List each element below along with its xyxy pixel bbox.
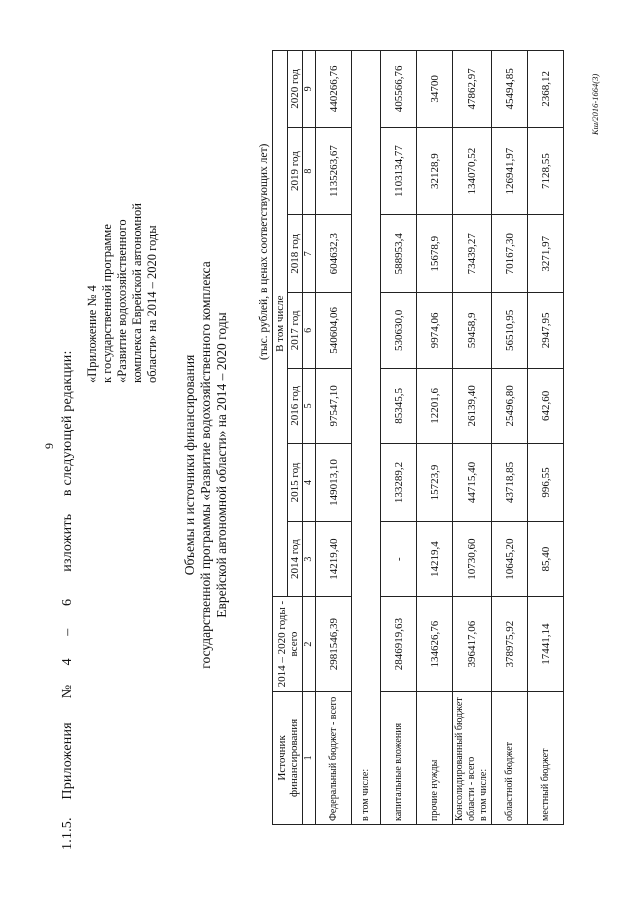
cell-value: 32128,9 (417, 127, 453, 215)
cell-total: 134626,76 (417, 597, 453, 691)
cell-value: 3271,97 (528, 215, 564, 293)
title-line: государственной программы «Развитие водохозяйственного комплекса (198, 261, 213, 669)
cell-total: 2981546,39 (316, 597, 352, 691)
appendix-line: «Приложение № 4 (85, 285, 99, 383)
column-index: 3 (303, 521, 316, 597)
cell-value: 133289,2 (381, 444, 417, 522)
column-index: 2 (303, 597, 316, 691)
appendix-line: комплекса Еврейской автономной (130, 203, 144, 383)
appendix-note (85, 203, 160, 383)
column-index: 7 (303, 215, 316, 293)
clause-verb: изложить (60, 513, 75, 572)
column-index: 4 (303, 444, 316, 522)
cell-value: 45494,85 (492, 51, 528, 128)
cell-value: 12201,6 (417, 368, 453, 444)
cell-value: 56510,95 (492, 293, 528, 369)
cell-value: 97547,10 (316, 368, 352, 444)
table-row (417, 51, 453, 825)
cell-value: 540604,06 (316, 293, 352, 369)
appendix-line: к государственной программе (100, 224, 114, 383)
cell-total: 17441,14 (528, 597, 564, 691)
cell-value: 70167,30 (492, 215, 528, 293)
row-label: областной бюджет (492, 691, 528, 824)
cell-total: 396417,06 (453, 597, 492, 691)
title-line: Еврейской автономной области» на 2014 – 2020 годы (214, 312, 229, 618)
header-year: 2016 год (288, 368, 303, 444)
cell-value: 85,40 (528, 521, 564, 597)
units-note: (тыс. рублей, в ценах соответствующих лет) (258, 143, 270, 360)
table-row (316, 51, 352, 825)
cell-value: 405566,76 (381, 51, 417, 128)
row-label-group (453, 691, 492, 824)
table-row (492, 51, 528, 825)
cell-value: 34700 (417, 51, 453, 128)
row-label: прочие нужды (417, 691, 453, 824)
header-year: 2020 год (288, 51, 303, 128)
document-title (182, 145, 230, 785)
table-row (381, 51, 417, 825)
cell-value: 10730,60 (453, 521, 492, 597)
column-index: 9 (303, 51, 316, 128)
cell-value: - (381, 521, 417, 597)
column-index: 1 (303, 691, 316, 824)
cell-value: 44715,40 (453, 444, 492, 522)
appendix-from: 4 (60, 658, 75, 666)
cell-value: 85345,5 (381, 368, 417, 444)
row-label: Консолидированный бюджет области - всего (454, 697, 477, 821)
appendix-line: «Развитие водохозяйственного (115, 219, 129, 383)
cell-value: 440266,76 (316, 51, 352, 128)
cell-value: 14219,4 (417, 521, 453, 597)
cell-value: 642,60 (528, 368, 564, 444)
cell-value: 43718,85 (492, 444, 528, 522)
table-row (528, 51, 564, 825)
cell-value: 1103134,77 (381, 127, 417, 215)
header-total: 2014 – 2020 годы - всего (273, 597, 303, 691)
column-index: 8 (303, 127, 316, 215)
cell-value: 149013,10 (316, 444, 352, 522)
clause-number: 1.1.5. (60, 817, 75, 850)
cell-value: 7128,55 (528, 127, 564, 215)
appendix-line: области» на 2014 – 2020 годы (145, 225, 159, 383)
table-row (352, 51, 381, 825)
header-year: 2019 год (288, 127, 303, 215)
row-sublabel: в том числе: (478, 768, 489, 821)
cell-value: 2947,95 (528, 293, 564, 369)
header-source: Источник финансирования (273, 691, 303, 824)
cell-value: 126941,97 (492, 127, 528, 215)
cell-value: 996,55 (528, 444, 564, 522)
page-number: 9 (42, 443, 56, 449)
header-year: 2015 год (288, 444, 303, 522)
cell-value: 2368,12 (528, 51, 564, 128)
row-label: Федеральный бюджет - всего (316, 691, 352, 824)
cell-value: 15678,9 (417, 215, 453, 293)
appendix-to: 6 (60, 598, 75, 607)
clause-word: Приложения (60, 722, 75, 800)
cell-value: 25496,80 (492, 368, 528, 444)
funding-table (272, 50, 564, 825)
number-sign: № (60, 684, 75, 699)
cell-value: 1135263,67 (316, 127, 352, 215)
cell-value: 530630,0 (381, 293, 417, 369)
clause-heading (60, 350, 76, 850)
column-index: 6 (303, 293, 316, 369)
header-year: 2017 год (288, 293, 303, 369)
cell-value: 588953,4 (381, 215, 417, 293)
cell-total: 2846919,63 (381, 597, 417, 691)
cell-value: 10645,20 (492, 521, 528, 597)
cell-value: 47862,97 (453, 51, 492, 128)
cell-value: 59458,9 (453, 293, 492, 369)
column-index: 5 (303, 368, 316, 444)
clause-rest: в следующей редакции: (60, 350, 75, 497)
cell-value: 604632,3 (316, 215, 352, 293)
header-year: 2014 год (288, 521, 303, 597)
header-year: 2018 год (288, 215, 303, 293)
column-index-row (303, 51, 316, 825)
row-label: местный бюджет (528, 691, 564, 824)
cell-value: 73439,27 (453, 215, 492, 293)
table-row (453, 51, 492, 825)
cell-value: 15723,9 (417, 444, 453, 522)
cell-total: 378975,92 (492, 597, 528, 691)
cell-value: 134070,52 (453, 127, 492, 215)
row-label: в том числе: (352, 51, 381, 825)
header-including: В том числе (273, 51, 288, 597)
cell-value: 14219,40 (316, 521, 352, 597)
title-line: Объемы и источники финансирования (182, 354, 197, 576)
range-dash: – (60, 628, 75, 636)
document-code: Кш/2016-1664(3) (590, 73, 600, 135)
row-label: капитальные вложения (381, 691, 417, 824)
cell-value: 26139,40 (453, 368, 492, 444)
cell-value: 9974,06 (417, 293, 453, 369)
